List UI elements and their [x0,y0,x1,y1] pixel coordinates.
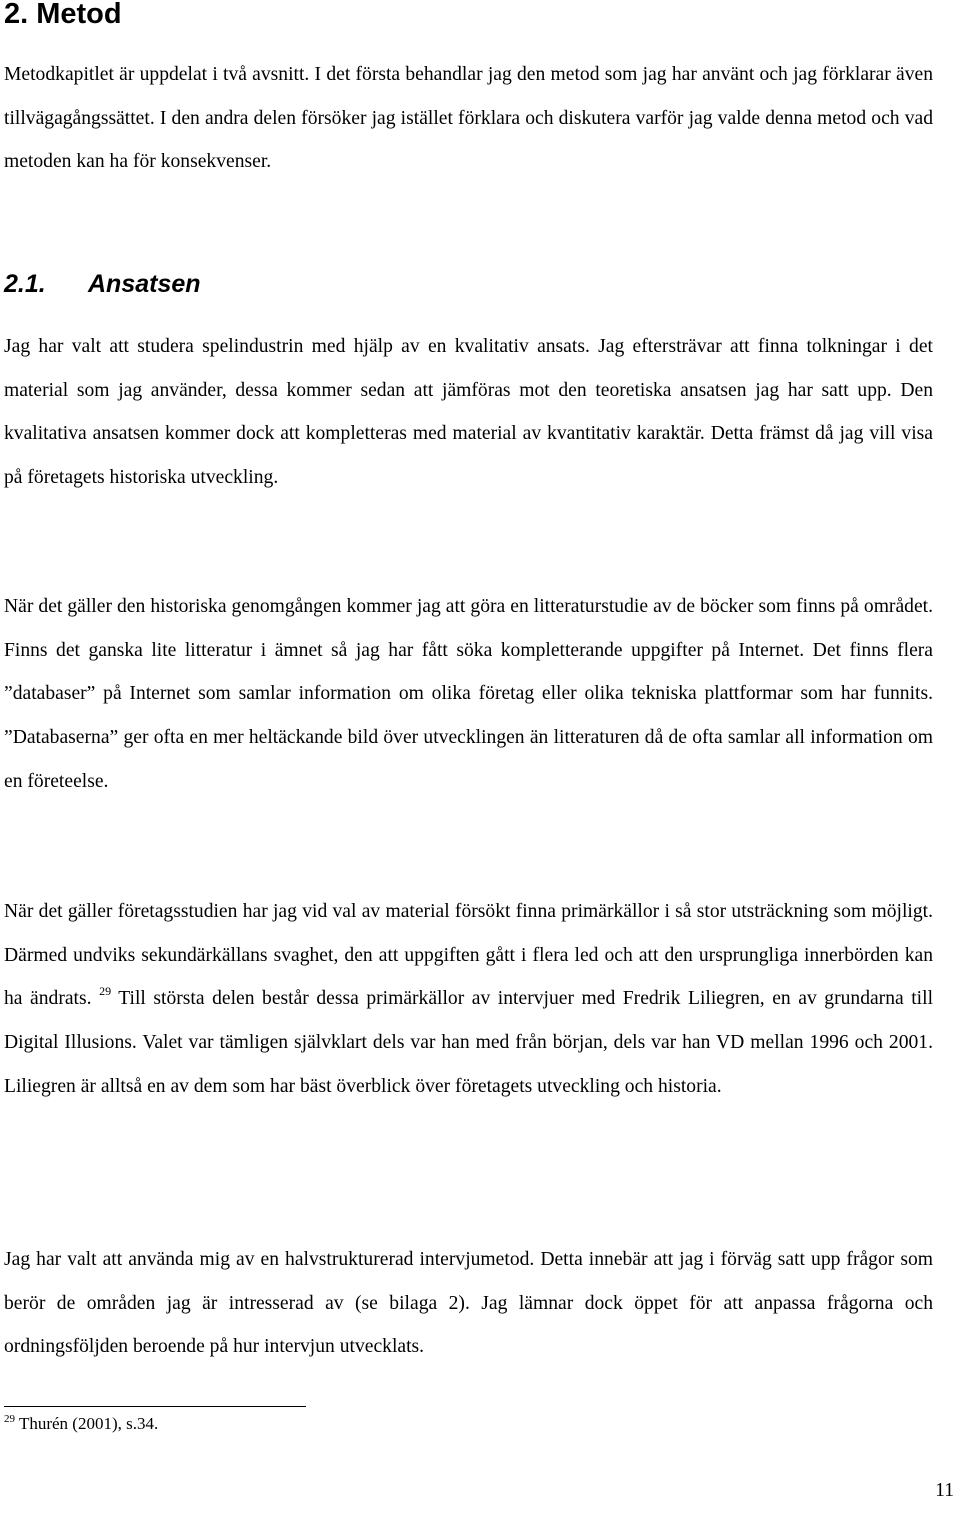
section-title: Ansatsen [88,270,201,298]
section-number: 2.1. [4,270,46,298]
footnote [4,1414,158,1434]
paragraph-company-study-part2: Till största delen består dessa primärkällor av intervjuer med Fredrik Liliegren, en av grundarna till Digital Illusions. Valet var tämligen självklart dels var han med från början, dels var han VD mellan 1996 och 2001. Liliegren är alltså en av dem som har bäst överblick över företagets utveckling och historia. [4,988,934,1097]
footnote-reference[interactable]: 29 [99,984,112,999]
paragraph-company-study-part1: När det gäller företagsstudien har jag vid val av material försökt finna primärkällor i så stor utsträckning som möjligt. Därmed undviks sekundärkällans svaghet, den att uppgiften gått i flera led och att den ursprungliga innerbörden kan ha ändrats. [4,901,933,1010]
section-heading [4,270,201,299]
page-number: 11 [935,1480,954,1501]
paragraph-interview-method: Jag har valt att använda mig av en halvstrukturerad intervjumetod. Detta innebär att jag i förväg satt upp frågor som berör de områden jag är intresserad av (se bilaga 2). Jag lämnar dock öppet för att anpassa frågorna och ordningsföljden beroende på hur intervjun utvecklats. [4,1249,933,1358]
chapter-heading: 2. Metod [4,0,122,30]
footnote-number: 29 [4,1413,15,1425]
intro-paragraph: Metodkapitlet är uppdelat i två avsnitt. I det första behandlar jag den metod som jag har använt och jag förklarar även tillvägagångssättet. I den andra delen försöker jag istället förklara och diskutera varför jag valde denna metod och vad metoden kan ha för konsekvenser. [4,64,933,173]
footnote-text: Thurén (2001), s.34. [15,1414,159,1433]
paragraph-approach: Jag har valt att studera spelindustrin med hjälp av en kvalitativ ansats. Jag eftersträvar att finna tolkningar i det material som jag använder, dessa kommer sedan att jämföras mot den teoretiska ansatsen jag har satt upp. Den kvalitativa ansatsen kommer dock att kompletteras med material av kvantitativ karaktär. Detta främst då jag vill visa på företagets historiska utveckling. [4,336,933,489]
footnote-divider [4,1406,306,1407]
paragraph-company-study [4,890,933,1109]
paragraph-historical-review: När det gäller den historiska genomgången kommer jag att göra en litteraturstudie av de böcker som finns på området. Finns det ganska lite litteratur i ämnet så jag har fått söka kompletterande uppgifter på Internet. Det finns flera ”databaser” på Internet som samlar information om olika företag eller olika tekniska plattformar som har funnits. ”Databaserna” ger ofta en mer heltäckande bild över utvecklingen än litteraturen då de ofta samlar all information om en företeelse. [4,596,933,792]
